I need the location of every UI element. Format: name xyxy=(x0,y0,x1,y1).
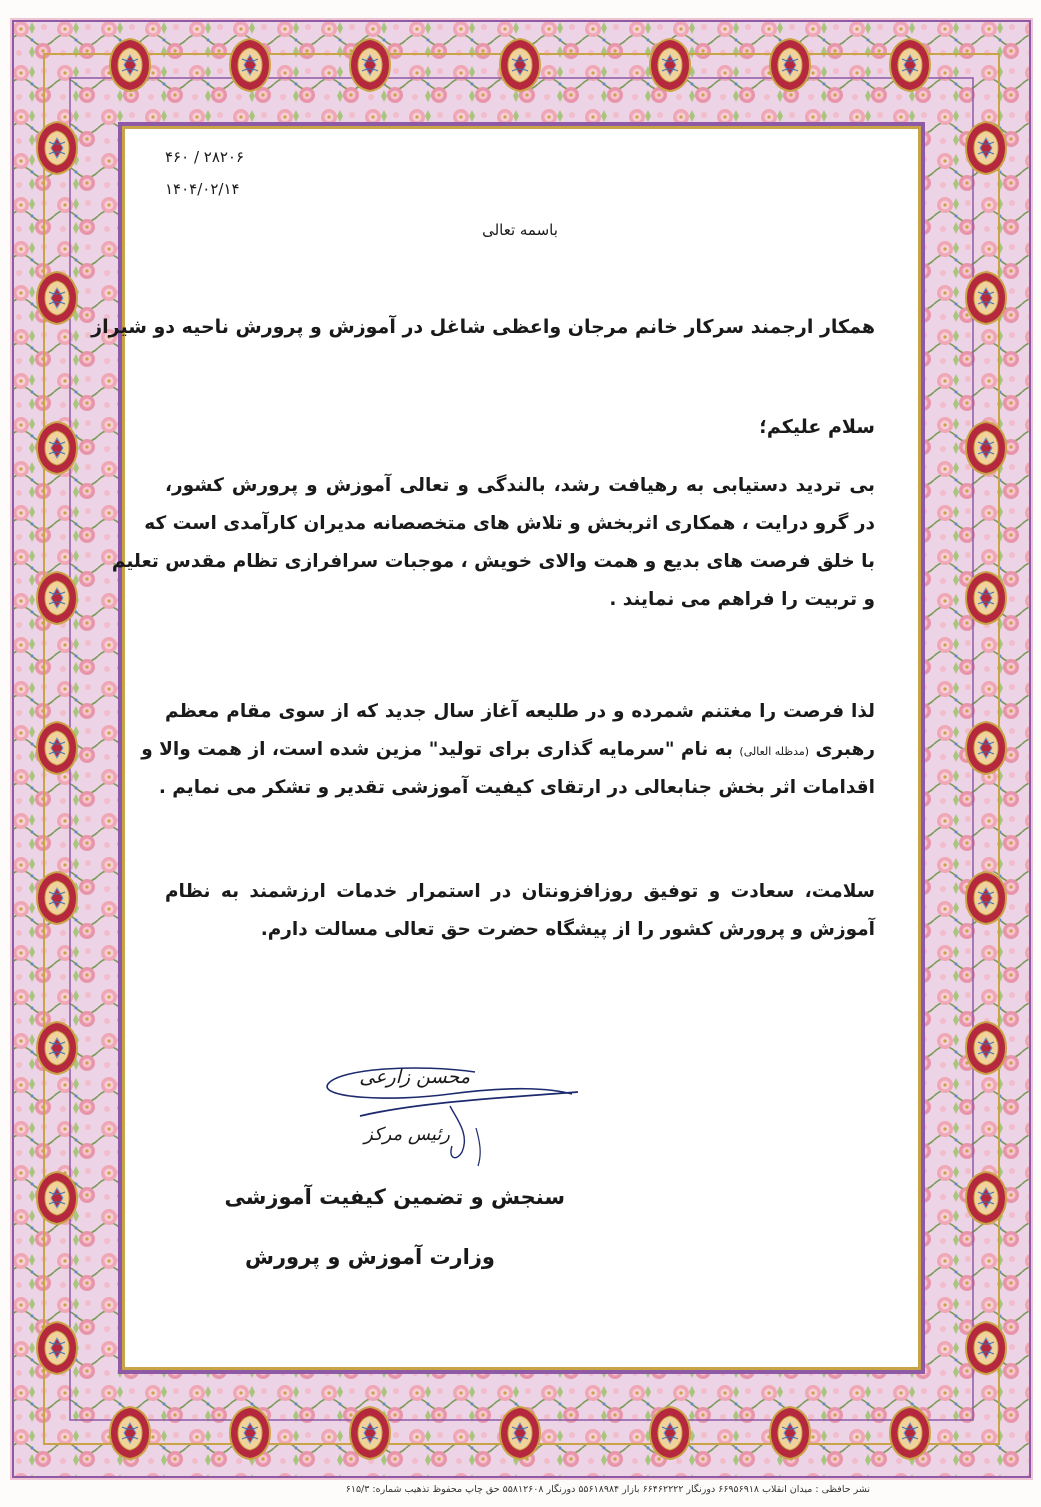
paragraph-appreciation-main xyxy=(141,693,875,807)
paragraph-line: در گرو درایت ، همکاری اثربخش و تلاش های متخصصانه مدیران کارآمدی است که xyxy=(144,513,875,534)
line-segment: رهبری xyxy=(815,739,875,760)
honorific-note: (مدظله العالی) xyxy=(739,745,810,758)
recipient-line: همکار ارجمند سرکار خانم مرجان واعظی شاغل در آموزش و پرورش ناحیه دو شیراز xyxy=(91,316,875,338)
paragraph-closing-wish xyxy=(165,873,875,949)
reference-number: ۴۶۰ / ۲۸۲۰۶ xyxy=(165,148,245,166)
organization-center-name: سنجش و تضمین کیفیت آموزشی xyxy=(224,1185,565,1209)
signatory-title: رئیس مرکز xyxy=(364,1124,450,1145)
paragraph-line: با خلق فرصت های بدیع و همت والای خویش ، موجبات سرافرازی تظام مقدس تعلیم xyxy=(111,551,875,572)
paragraph-line: اقدامات اثر بخش جنابعالی در ارتقای کیفیت آموزشی تقدیر و تشکر می نمایم . xyxy=(158,777,875,798)
signatory-name: محسن زارعی xyxy=(359,1066,470,1088)
reference-date: ۱۴۰۴/۰۲/۱۴ xyxy=(165,180,240,198)
paragraph-line: و تربیت را فراهم می نمایند . xyxy=(609,589,875,610)
organization-ministry-name: وزارت آموزش و پرورش xyxy=(244,1245,495,1269)
paragraph-line xyxy=(141,731,875,769)
medallion-column-left xyxy=(37,122,77,1374)
paragraph-appreciation-intro xyxy=(111,467,875,619)
paragraph-line: آموزش و پرورش کشور را از پیشگاه حضرت حق تعالی مسالت دارم. xyxy=(260,919,875,940)
invocation-heading: باسمه تعالی xyxy=(482,221,558,239)
paragraph-line: بی تردید دستیابی به رهیافت رشد، بالندگی و تعالی آموزش و پرورش کشور، xyxy=(165,475,875,496)
paragraph-line: سلامت، سعادت و توفیق روزافزونتان در استمرار خدمات ارزشمند به نظام xyxy=(165,881,875,902)
medallion-column-right xyxy=(966,122,1006,1374)
paragraph-line: لذا فرصت را مغتنم شمرده و در طلیعه آغاز سال جدید که از سوی مقام معظم xyxy=(165,701,875,722)
line-segment: به نام "سرمایه گذاری برای تولید" مزین شده است، از همت والا و xyxy=(141,739,733,760)
greeting: سلام علیکم؛ xyxy=(759,416,875,438)
printer-imprint: نشر حافظی : میدان انقلاب ۶۶۹۵۶۹۱۸ دورنگار ۶۶۴۶۲۲۲۲ بازار ۵۵۶۱۸۹۸۴ دورنگار ۵۵۸۱۲۶۰۸ حق چاپ محفوظ تذهیب شماره: ۶۱۵/۳ xyxy=(345,1484,870,1495)
